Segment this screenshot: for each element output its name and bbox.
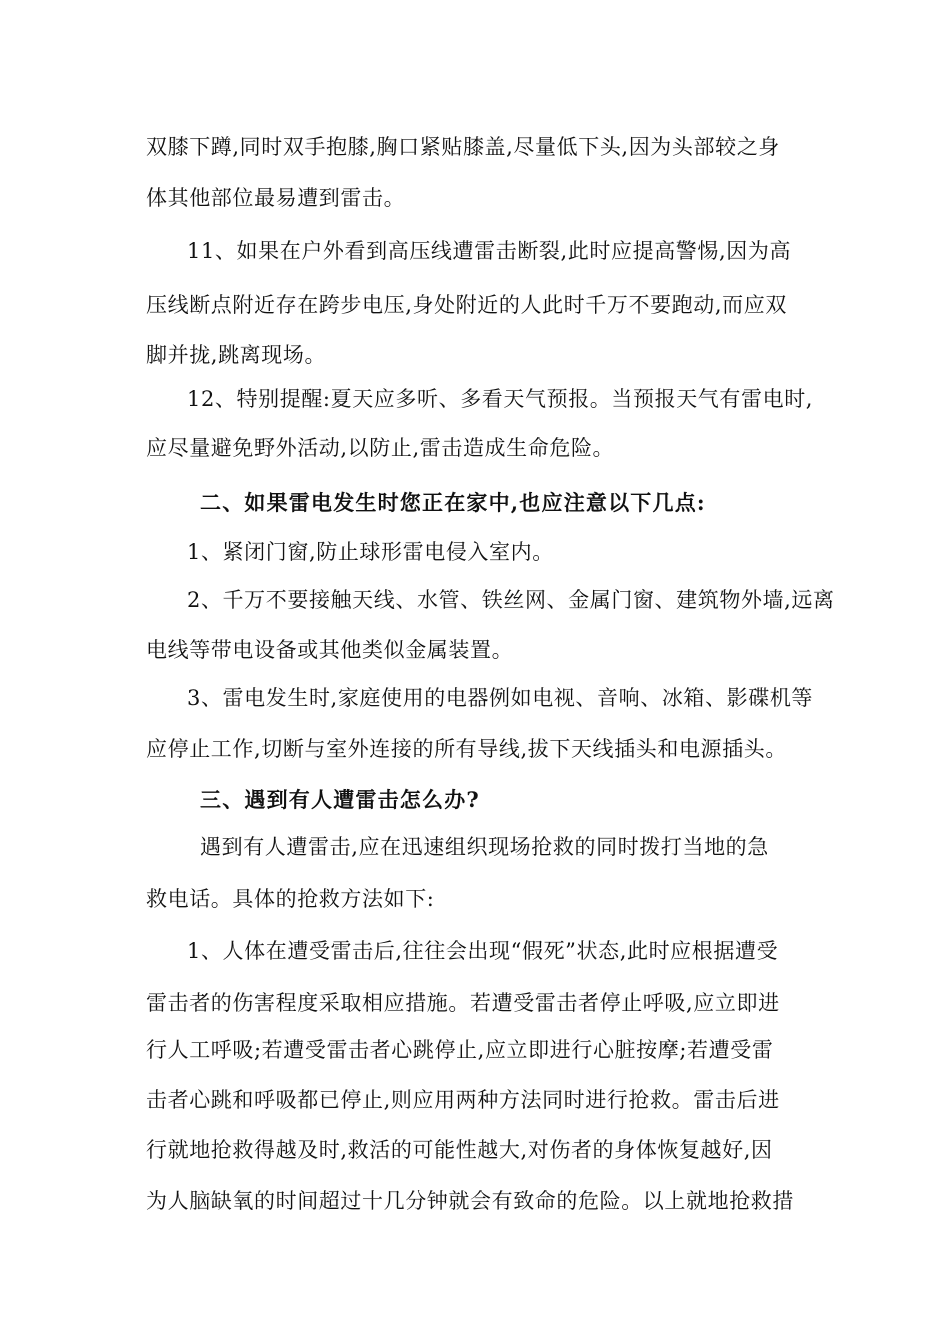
list-item-3: 3、雷电发生时,家庭使用的电器例如电视、音响、冰箱、影碟机等 [187,686,814,710]
text-line: 为人脑缺氧的时间超过十几分钟就会有致命的危险。以上就地抢救措 [146,1189,794,1213]
list-item-1-rescue: 1、人体在遭受雷击后,往往会出现“假死”状态,此时应根据遭受 [187,939,779,963]
paragraph-11-start: 11、如果在户外看到高压线遭雷击断裂,此时应提高警惕,因为高 [187,239,792,263]
text-line: 雷击者的伤害程度采取相应措施。若遭受雷击者停止呼吸,应立即进 [146,991,780,1015]
text-line: 脚并拢,跳离现场。 [146,343,327,367]
text-line: 双膝下蹲,同时双手抱膝,胸口紧贴膝盖,尽量低下头,因为头部较之身 [146,135,780,159]
text-line: 击者心跳和呼吸都已停止,则应用两种方法同时进行抢救。雷击后进 [146,1088,780,1112]
paragraph-start: 遇到有人遭雷击,应在迅速组织现场抢救的同时拨打当地的急 [200,835,769,859]
text-line: 应停止工作,切断与室外连接的所有导线,拔下天线插头和电源插头。 [146,737,787,761]
text-line: 救电话。具体的抢救方法如下: [146,887,435,911]
text-line: 体其他部位最易遭到雷击。 [146,186,406,210]
list-item-1: 1、紧闭门窗,防止球形雷电侵入室内。 [187,540,554,564]
text-line: 行就地抢救得越及时,救活的可能性越大,对伤者的身体恢复越好,因 [146,1138,773,1162]
text-line: 行人工呼吸;若遭受雷击者心跳停止,应立即进行心脏按摩;若遭受雷 [146,1038,774,1062]
text-line: 压线断点附近存在跨步电压,身处附近的人此时千万不要跑动,而应双 [146,293,787,317]
section-heading-2: 二、如果雷电发生时您正在家中,也应注意以下几点: [200,490,706,515]
text-line: 应尽量避免野外活动,以防止,雷击造成生命危险。 [146,436,615,460]
paragraph-12-start: 12、特别提醒:夏天应多听、多看天气预报。当预报天气有雷电时, [187,387,814,411]
text-line: 电线等带电设备或其他类似金属装置。 [146,638,514,662]
section-heading-3: 三、遇到有人遭雷击怎么办? [200,787,480,812]
list-item-2: 2、千万不要接触天线、水管、铁丝网、金属门窗、建筑物外墙,远离 [187,588,835,612]
